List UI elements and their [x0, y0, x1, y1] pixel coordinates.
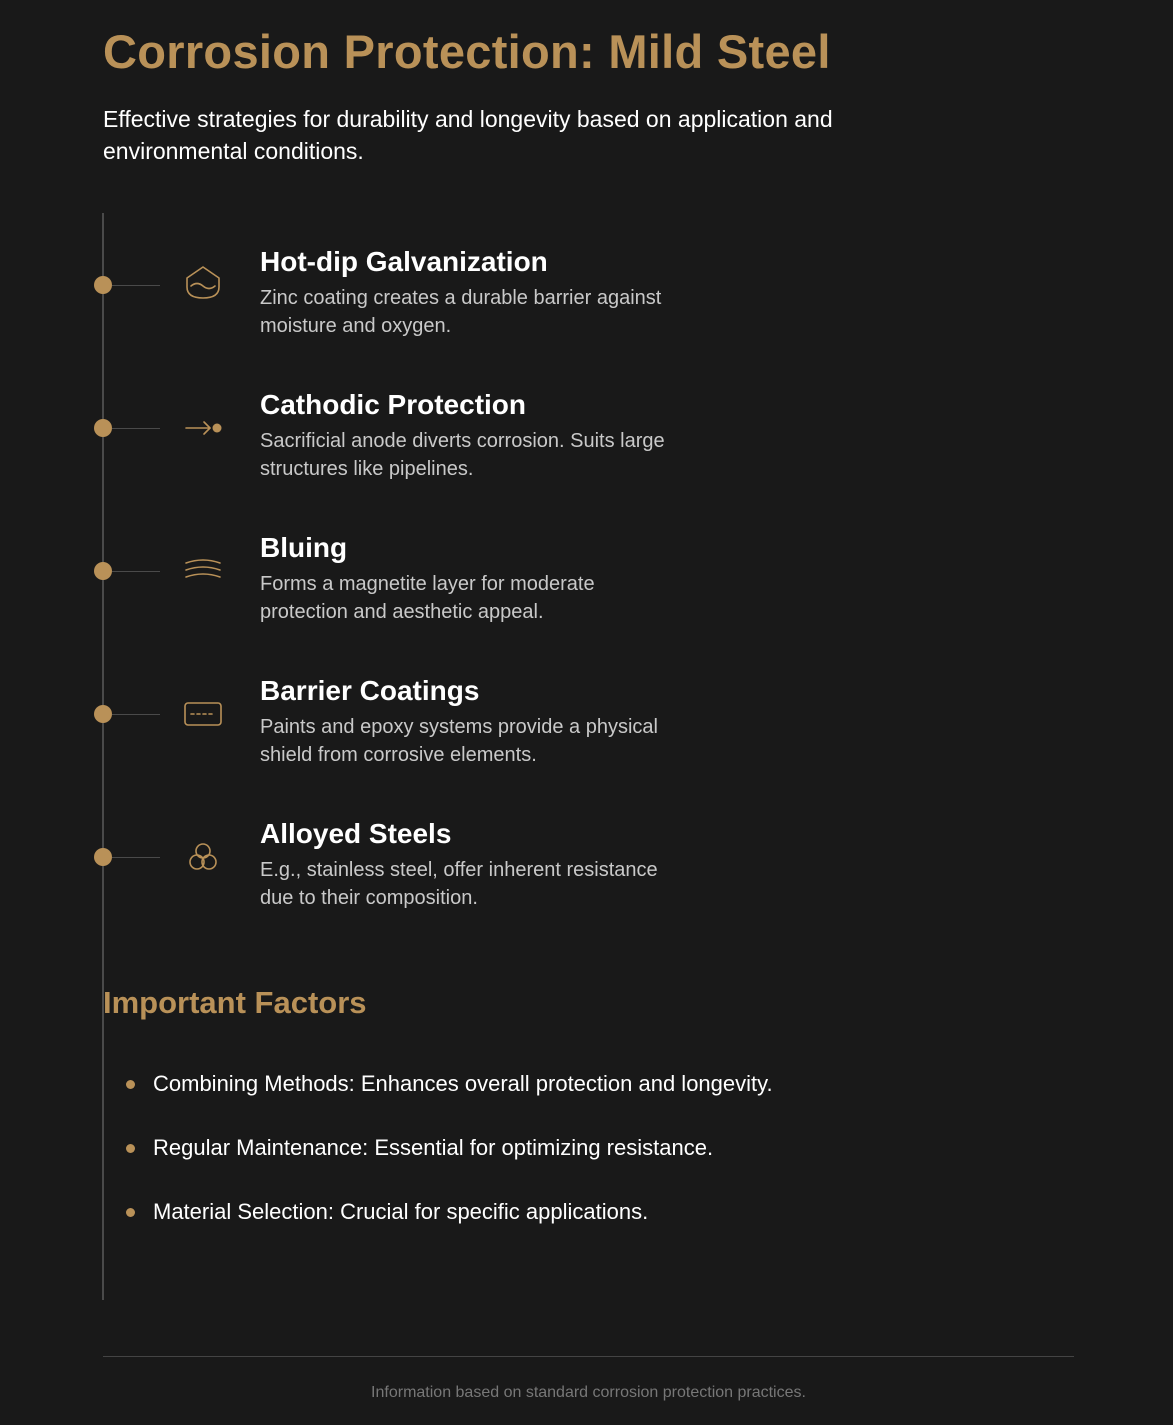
- method-title: Barrier Coatings: [260, 675, 480, 706]
- method-description: Sacrificial anode diverts corrosion. Suits large structures like pipelines.: [260, 430, 665, 480]
- timeline-dot: [94, 419, 112, 437]
- method-title: Hot-dip Galvanization: [260, 246, 548, 277]
- bullet-icon: [126, 1208, 135, 1217]
- timeline-connector: [112, 428, 160, 429]
- timeline-connector: [112, 285, 160, 286]
- timeline-dot: [94, 848, 112, 866]
- important-factors-heading: Important Factors: [103, 985, 367, 1020]
- footer-note: Information based on standard corrosion protection practices.: [371, 1384, 806, 1401]
- bullet-icon: [126, 1144, 135, 1153]
- method-description: Paints and epoxy systems provide a physical shield from corrosive elements.: [260, 716, 658, 766]
- timeline-connector: [112, 857, 160, 858]
- method-item-alloyed-steels: [0, 818, 1173, 928]
- page-title: Corrosion Protection: Mild Steel: [103, 25, 831, 78]
- bullet-icon: [126, 1080, 135, 1089]
- method-item-bluing: [0, 532, 1173, 642]
- method-item-hot-dip-galvanization: [0, 246, 1173, 356]
- factor-text: Combining Methods: Enhances overall protection and longevity.: [153, 1071, 773, 1096]
- page-subtitle: Effective strategies for durability and longevity based on application and environmental conditions.: [103, 106, 833, 164]
- footer-divider: [103, 1356, 1074, 1357]
- method-title: Cathodic Protection: [260, 389, 527, 420]
- shield-wave-icon: [182, 264, 224, 306]
- method-title: Alloyed Steels: [260, 818, 452, 849]
- timeline-connector: [112, 571, 160, 572]
- coating-panel-icon: [182, 693, 224, 735]
- factor-text: Regular Maintenance: Essential for optimizing resistance.: [153, 1135, 714, 1160]
- timeline-dot: [94, 705, 112, 723]
- factor-text: Material Selection: Crucial for specific applications.: [153, 1199, 649, 1224]
- alloy-circles-icon: [182, 836, 224, 878]
- method-item-barrier-coatings: [0, 675, 1173, 785]
- method-description: Zinc coating creates a durable barrier against moisture and oxygen.: [260, 287, 662, 337]
- arrow-to-dot-icon: [182, 407, 224, 449]
- method-title: Bluing: [260, 532, 348, 563]
- timeline-dot: [94, 276, 112, 294]
- method-item-cathodic-protection: [0, 389, 1173, 499]
- layers-wave-icon: [182, 550, 224, 592]
- method-description: E.g., stainless steel, offer inherent resistance due to their composition.: [260, 859, 658, 909]
- timeline-connector: [112, 714, 160, 715]
- timeline-dot: [94, 562, 112, 580]
- method-description: Forms a magnetite layer for moderate protection and aesthetic appeal.: [260, 573, 595, 623]
